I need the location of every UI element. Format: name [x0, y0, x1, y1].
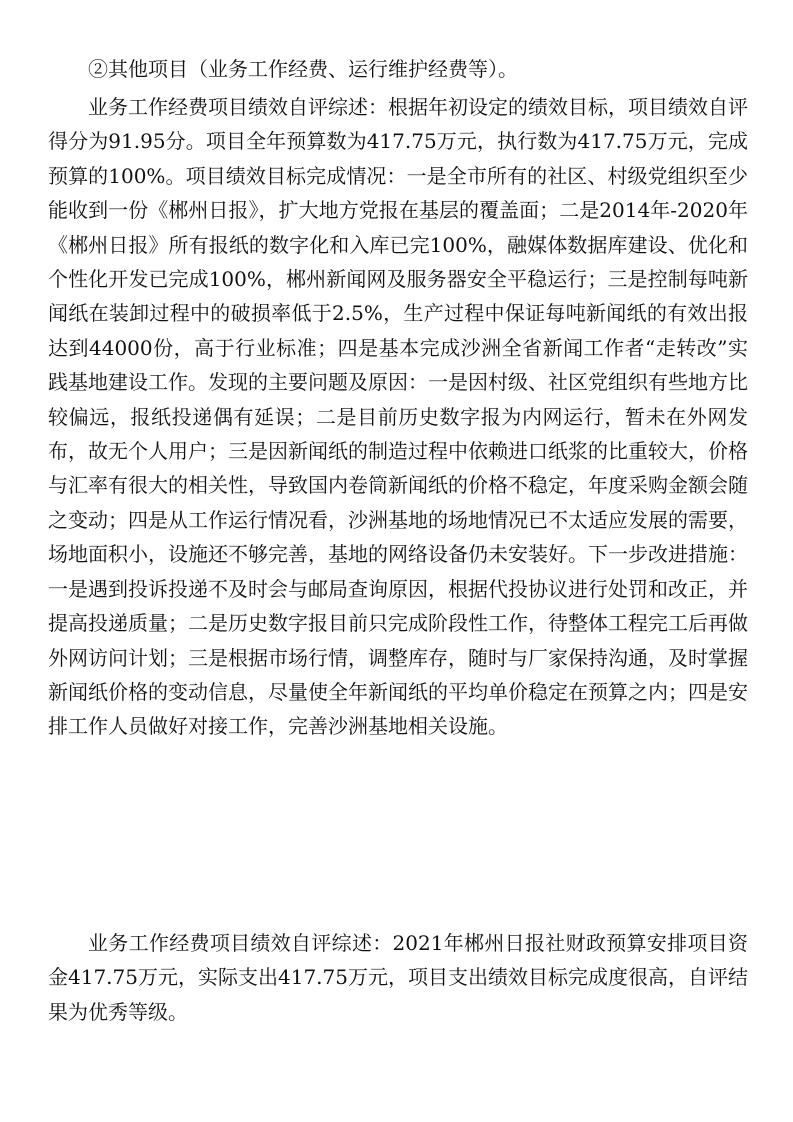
paragraph-block-1 — [48, 90, 748, 744]
section-heading: ②其他项目（业务工作经费、运行维护经费等）。 — [88, 57, 518, 81]
self-evaluation-conclusion-paragraph: 业务工作经费项目绩效自评综述：2021年郴州日报社财政预算安排项目资金417.75万元，实际支出417.75万元，项目支出绩效目标完成度很高，自评结果为优秀等级。 — [48, 931, 748, 1024]
performance-summary-paragraph: 业务工作经费项目绩效自评综述：根据年初设定的绩效目标，项目绩效自评得分为91.95分。项目全年预算数为417.75万元，执行数为417.75万元，完成预算的100%。项目绩效目标完成情况：一是全市所有的社区、村级党组织至少能收到一份《郴州日报》，扩大地方党报在基层的覆盖面；二是2014年-2020年《郴州日报》所有报纸的数字化和入库已完100%，融媒体数据库建设、优化和个性化开发已完成100%，郴州新闻网及服务器安全平稳运行；三是控制每吨新闻纸在装卸过程中的破损率低于2.5%，生产过程中保证每吨新闻纸的有效出报达到44000份，高于行业标准；四是基本完成沙洲全省新闻工作者“走转改”实践基地建设工作。发现的主要问题及原因：一是因村级、社区党组织有些地方比较偏远，报纸投递偶有延误；二是目前历史数字报为内网运行，暂未在外网发布，故无个人用户；三是因新闻纸的制造过程中依赖进口纸浆的比重较大，价格与汇率有很大的相关性，导致国内卷筒新闻纸的价格不稳定，年度采购金额会随之变动；四是从工作运行情况看，沙洲基地的场地情况已不太适应发展的需要，场地面积小，设施还不够完善，基地的网络设备仍未安装好。下一步改进措施：一是遇到投诉投递不及时会与邮局查询原因，根据代投协议进行处罚和改正，并提高投递质量；二是历史数字报目前只完成阶段性工作，待整体工程完工后再做外网访问计划；三是根据市场行情，调整库存，随时与厂家保持沟通，及时掌握新闻纸价格的变动信息，尽量使全年新闻纸的平均单价稳定在预算之内；四是安排工作人员做好对接工作，完善沙洲基地相关设施。 — [48, 95, 748, 739]
section-heading-block — [48, 52, 748, 86]
paragraph-block-2 — [48, 926, 748, 1029]
